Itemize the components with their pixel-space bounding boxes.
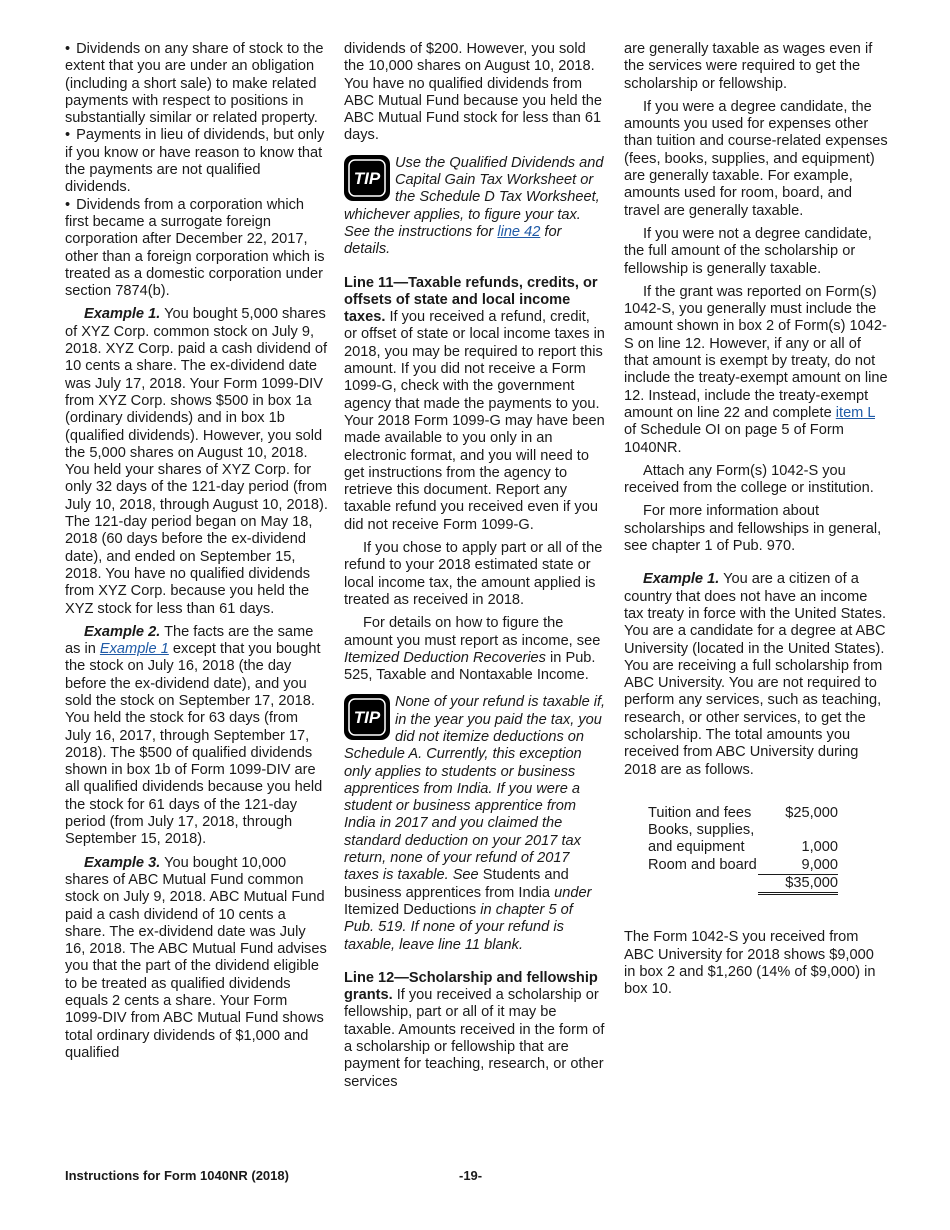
column-2 [344,41,606,1097]
example-text: You bought 10,000 shares of ABC Mutual Fund common stock on July 9, 2018. ABC Mutual Fund paid a cash dividend of 10 cents a share. The ex-dividend date was July 16, 2018. The ABC Mutual Fund advises you that the part of the dividend eligible to be treated as qualified dividends equals 2 cents a share. Your Form 1099-DIV from ABC Mutual Fund shows total ordinary dividends of $1,000 and qualified [65,854,327,1061]
table-amount: 9,000 [758,857,838,875]
example-text: except that you bought the stock on July 16, 2018 (the day before the ex-dividend date), and you sold the stock on September 17, 2018. You held the stock for 63 days (from July 16, 2017, through September 17, 2018). The $500 of qualified dividends shown in box 1b of Form 1099-DIV are all qualified dividends because you held the stock for 61 days of the 121-day period (from July 17, 2018, through September 15, 2018). [65,641,323,848]
tip-box [344,694,606,953]
bullet-item: • Dividends from a corporation which first became a surrogate foreign corporation after December 22, 2017, other than a foreign corporation which is treated as a domestic corporation under section 7874(b). [65,197,328,301]
tip-label: TIP [353,168,381,188]
tip-text-roman: Itemized Deductions [344,901,477,918]
line-12-text: If you received a scholarship or fellowship, part or all of it may be taxable. Amounts received in the form of a scholarship or fellowship that are payment for teaching, research, or other services [344,987,605,1090]
example-1-paragraph [624,571,888,779]
paragraph: For more information about scholarships and fellowships in general, see chapter 1 of Pub. 970. [624,503,882,555]
example-label: Example 2. [84,623,161,640]
text: of Schedule OI on page 5 of Form 1040NR. [624,422,844,456]
table-total-row [648,875,838,894]
paragraph: The Form 1042-S you received from ABC University for 2018 shows $9,000 in box 2 and $1,260 (14% of $9,000) in box 10. [624,929,876,998]
bullet-item: • Payments in lieu of dividends, but only if you know or have reason to know that the payments are not qualified dividends. [65,127,328,196]
paragraph: Attach any Form(s) 1042-S you received from the college or institution. [624,462,874,497]
table-label: Room and board [648,857,757,874]
example-1-link[interactable]: Example 1 [99,641,169,658]
tip-icon [344,694,390,740]
table-row [648,805,838,822]
table-row [648,822,838,857]
example-1-paragraph [65,306,328,617]
continued-paragraph: dividends of $200. However, you sold the 10,000 shares on August 10, 2018. You have no qualified dividends from ABC Mutual Fund because you held the ABC Mutual Fund stock for less than 61 days. [344,41,602,144]
text: If the grant was reported on Form(s) 1042-S, you generally must include the amount shown in box 2 of Form(s) 1042-S on line 12. However, if any or all of that amount is exempt by treaty, do not include the treaty-exempt amount on line 12. Instead, include the treaty-exempt amount on line 22 and complete [624,283,888,421]
table-row [648,857,838,875]
paragraph [344,615,606,684]
example-label: Example 1. [643,571,720,588]
tip-text: under [554,884,592,901]
example-text: The facts are the same as in [65,623,314,658]
example-3-paragraph [65,855,328,1063]
line-12-heading: Line 12—Scholarship and fellowship grants. [344,969,598,1004]
tip-text: None of your refund is taxable if, in the year you paid the tax, you did not itemize deductions on Schedule A. Currently, this exception only applies to students or business apprentices from India. If you were a student or business apprentice from India in 2017 and you claimed the standard deduction on your 2017 tax return, none of your refund of 2017 taxes is taxable. See [344,694,606,884]
column-1 [65,41,328,1068]
tip-box [344,155,606,259]
paragraph: If you were a degree candidate, the amounts you used for expenses other than tuition and course-related expenses (fees, books, supplies, and equipment) are generally taxable. For example, amounts used for room, board, and travel are generally taxable. [624,98,888,219]
paragraph: If you were not a degree candidate, the full amount of the scholarship or fellowship is generally taxable. [624,225,872,277]
tip-text: Use the Qualified Dividends and Capital Gain Tax Worksheet or the Schedule D Tax Worksheet, whichever applies, to figure your tax. See the instructions for [344,154,604,240]
line-11-heading: Line 11—Taxable refunds, credits, or offsets of state and local income taxes. [344,274,598,326]
column-3 [624,41,888,1005]
table-total: $35,000 [758,875,838,894]
line-11-text: If you received a refund, credit, or offset of state or local income taxes in 2018, you may be required to report this amount. If you did not receive a Form 1099-G, check with the government agency that made the payments to you. Your 2018 Form 1099-G may have been made available to you only in an electronic format, and you will need to get instructions from the agency to retrieve this document. Report any taxable refund you received even if you did not receive Form 1099-G. [344,309,605,533]
tip-label: TIP [353,708,381,728]
example-text: You are a citizen of a country that does not have an income tax treaty in force with the United States. You are a candidate for a degree at ABC University (located in the United States). You are receiving a full scholarship from ABC University. You are not required to perform any services, such as teaching, research, or other services, to get the scholarship. The total amounts you received from ABC University during 2018 are as follows. [624,571,887,778]
example-label: Example 1. [84,306,161,323]
line-42-link[interactable]: line 42 [497,223,541,240]
page-number: -19- [459,1168,483,1183]
line-11-paragraph [344,275,606,534]
example-text: You bought 5,000 shares of XYZ Corp. common stock on July 9, 2018. XYZ Corp. paid a cash dividend of 10 cents a share. The ex-dividend date was July 17, 2018. Your Form 1099-DIV from XYZ Corp. shows $500 in box 1a (ordinary dividends) and in box 1b (qualified dividends). However, you sold the 5,000 shares on August 10, 2018. You held your shares of XYZ Corp. for only 32 days of the 121-day period (from July 10, 2018, through August 10, 2018). The 121-day period began on May 18, 2018 (60 days before the ex-dividend date), and ended on September 15, 2018. You have no qualified dividends from XYZ Corp. because you held the XYZ stock for less than 61 days. [65,306,328,617]
table-amount: $25,000 [785,804,838,821]
table-amount: 1,000 [801,839,838,856]
text: For details on how to figure the amount you must report as income, see [344,615,601,649]
text: in Pub. 525, Taxable and Nontaxable Income. [344,649,596,684]
item-l-link[interactable]: item L [835,404,875,421]
example-label: Example 3. [84,854,161,871]
example-2-paragraph [65,624,328,849]
paragraph: If you chose to apply part or all of the refund to your 2018 estimated state or local income tax, the amount applied is treated as received in 2018. [344,540,603,608]
bullet-item: • Dividends on any share of stock to the extent that you are under an obligation (including a short sale) to make related payments with respect to positions in substantially similar or related property. [65,41,328,127]
tip-text: in chapter 5 of Pub. 519. If none of your refund is taxable, leave line 11 blank. [344,901,573,953]
paragraph [624,284,888,457]
line-12-paragraph [344,970,606,1091]
table-label: Books, supplies, and equipment [648,822,755,856]
table-label: Tuition and fees [648,804,752,821]
table-blank [648,875,758,894]
continued-paragraph: are generally taxable as wages even if the services were required to get the scholarship or fellowship. [624,41,873,92]
scholarship-table [648,805,838,895]
footer-title: Instructions for Form 1040NR (2018) [65,1168,289,1183]
tip-text-roman: Students and business apprentices from India [344,867,569,901]
tip-icon [344,155,390,201]
text-italic: Itemized Deduction Recoveries [344,649,546,666]
tip-text: for details. [344,223,562,258]
